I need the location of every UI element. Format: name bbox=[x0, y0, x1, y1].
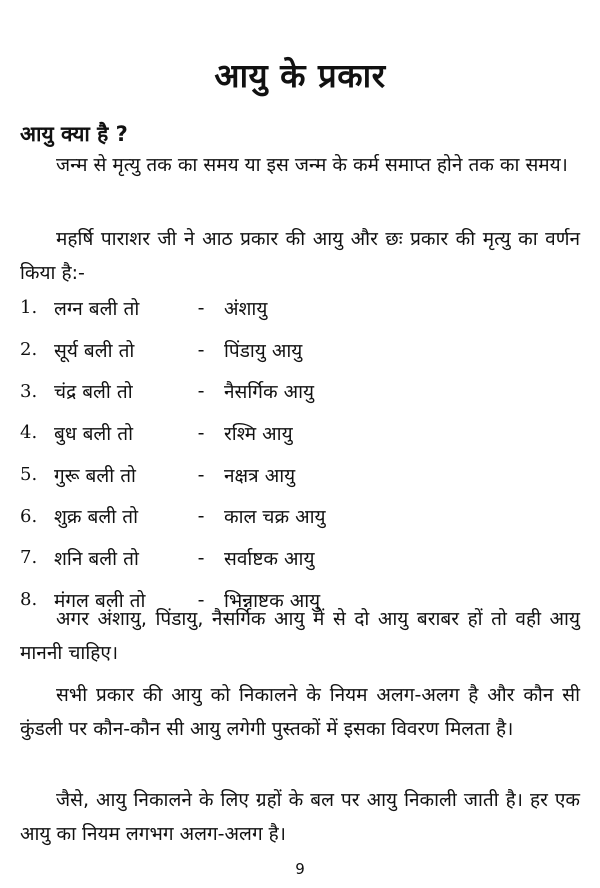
item-condition: लग्न बली तो bbox=[54, 297, 140, 320]
item-ayu-type: सर्वाष्टक आयु bbox=[224, 547, 315, 570]
item-dash: - bbox=[197, 546, 205, 569]
item-dash: - bbox=[197, 421, 205, 444]
item-number: 6. bbox=[20, 505, 38, 527]
item-condition: सूर्य बली तो bbox=[54, 339, 135, 362]
item-number: 8. bbox=[20, 589, 38, 611]
item-dash: - bbox=[197, 505, 205, 528]
list-item bbox=[20, 412, 520, 454]
list-item bbox=[20, 287, 520, 329]
ayu-types-list bbox=[20, 287, 520, 621]
item-dash: - bbox=[197, 338, 205, 361]
item-dash: - bbox=[197, 463, 205, 486]
intro-paragraph: जन्म से मृत्यु तक का समय या इस जन्म के कर्म समाप्त होने तक का समय। bbox=[56, 154, 568, 176]
item-dash: - bbox=[197, 588, 205, 611]
rules-paragraph: सभी प्रकार की आयु को निकालने के नियम अलग-अलग है और कौन सी कुंडली पर कौन-कौन सी आयु लगेगी पुस्तकों में इसका विवरण मिलता है। bbox=[20, 684, 580, 740]
item-condition: बुध बली तो bbox=[54, 422, 134, 445]
item-condition: चंद्र बली तो bbox=[54, 381, 133, 404]
item-ayu-type: अंशायु bbox=[224, 297, 268, 320]
item-number: 7. bbox=[20, 547, 38, 569]
list-item bbox=[20, 537, 520, 579]
list-item bbox=[20, 454, 520, 496]
list-item bbox=[20, 370, 520, 412]
item-ayu-type: काल चक्र आयु bbox=[224, 506, 326, 529]
item-condition: गुरू बली तो bbox=[54, 464, 136, 487]
parashar-paragraph: महर्षि पाराशर जी ने आठ प्रकार की आयु और छः प्रकार की मृत्यु का वर्णन किया है:- bbox=[20, 228, 580, 284]
item-number: 1. bbox=[20, 297, 38, 319]
example-paragraph: जैसे, आयु निकालने के लिए ग्रहों के बल पर आयु निकाली जाती है। हर एक आयु का नियम लगभग अलग-अलग है। bbox=[20, 789, 580, 845]
item-number: 3. bbox=[20, 380, 38, 402]
item-ayu-type: रश्मि आयु bbox=[224, 422, 293, 445]
item-dash: - bbox=[197, 296, 205, 319]
item-dash: - bbox=[197, 380, 205, 403]
equal-ayu-paragraph: अगर अंशायु, पिंडायु, नैसर्गिक आयु में से दो आयु बराबर हों तो वही आयु माननी चाहिए। bbox=[20, 608, 580, 664]
page-number: 9 bbox=[295, 860, 305, 878]
item-ayu-type: पिंडायु आयु bbox=[224, 339, 303, 362]
item-condition: मंगल बली तो bbox=[54, 589, 146, 612]
item-number: 5. bbox=[20, 464, 38, 486]
item-condition: शनि बली तो bbox=[54, 547, 139, 570]
item-number: 4. bbox=[20, 422, 38, 444]
item-ayu-type: भिन्नाष्टक आयु bbox=[224, 589, 321, 612]
item-number: 2. bbox=[20, 339, 38, 361]
item-ayu-type: नक्षत्र आयु bbox=[224, 464, 296, 487]
section-heading: आयु क्या है ? bbox=[20, 122, 128, 146]
item-ayu-type: नैसर्गिक आयु bbox=[224, 381, 315, 404]
item-condition: शुक्र बली तो bbox=[54, 506, 138, 529]
page-title: आयु के प्रकार bbox=[214, 56, 386, 96]
list-item bbox=[20, 329, 520, 371]
list-item bbox=[20, 495, 520, 537]
